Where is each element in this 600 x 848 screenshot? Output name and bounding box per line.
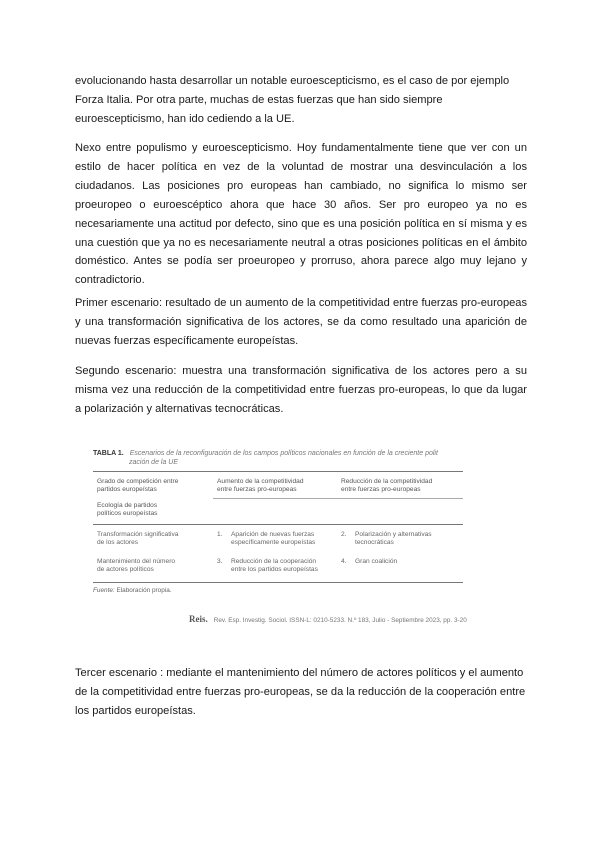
table-title-line2: zación de la UE [129, 459, 179, 466]
table-source: Fuente: Elaboración propia. [93, 587, 172, 594]
row2-num2: 4. [341, 558, 347, 565]
paragraph-third-scenario: Tercer escenario : mediante el mantenimiento del número de actores políticos y el aumento de la competitividad entre fuerzas pro-europeas, se da la reducción de la cooperación entre los partidos europeístas. [75, 667, 526, 717]
row2-label: Mantenimiento del número de actores políticos [97, 558, 176, 574]
row1-num2: 2. [341, 531, 347, 538]
table-top-rule [93, 471, 463, 472]
header-col-reduction: Reducción de la competitividad entre fuerzas pro-europeas [341, 478, 433, 494]
row1-num1: 1. [217, 531, 223, 538]
header-bottom-rule [93, 524, 463, 525]
table-caption [93, 449, 465, 466]
row2-num1: 3. [217, 558, 223, 565]
row2-cell2: Gran coalición [355, 558, 398, 565]
paragraph-populism-euroscepticism: Nexo entre populismo y euroescepticismo. Hoy fundamentalmente tiene que ver con un estilo de hacer política en vez de la voluntad de mostrar una desvinculación a los ciudadanos. Las posiciones pro europeas han cambiado, no significa lo mismo ser proeuropeo o euroescéptico ahora que hace 30 años. Ser pro europeo ya no es necesariamente una actitud por defecto, sino que es una posición política en sí misma y es una cuestión que ya no es necesariamente neutral a otras posiciones políticas en el ámbito doméstico. Antes se podía ser proeuropeo y prorruso, ahora parece algo muy lejano y contradictorio. [75, 142, 527, 287]
row1-cell2: Polarización y alternativas tecnocráticas [355, 531, 432, 547]
paragraph-intro-continuation: evolucionando hasta desarrollar un notable euroescepticismo, es el caso de por ejemplo Forza Italia. Por otra parte, muchas de estas fuerzas que han sido siempre euroescepticismo, han ido cediendo a la UE. [75, 75, 510, 125]
table-title-line1: Escenarios de la reconfiguración de los campos políticos nacionales en función de la creciente polit [129, 450, 438, 457]
journal-brand: Reis. [189, 614, 208, 624]
journal-footer [189, 614, 467, 624]
header-col-increase: Aumento de la competitividad entre fuerzas pro-europeas [217, 478, 304, 494]
header-row-label: Grado de competición entre partidos europeístas [97, 478, 179, 494]
header-sub-label: Ecología de partidos políticos europeístas [97, 502, 158, 518]
row1-label: Transformación significativa de los actores [97, 531, 179, 547]
table-label: TABLA 1. [93, 450, 124, 457]
table-bottom-rule [93, 582, 463, 583]
row2-cell1: Reducción de la cooperación entre los partidos europeístas [231, 558, 318, 574]
row1-cell1: Aparición de nuevas fuerzas específicamente europeístas [231, 531, 316, 547]
header-sub-rule [213, 498, 463, 499]
paragraph-second-scenario: Segundo escenario: muestra una transformación significativa de los actores pero a su misma vez una reducción de la competitividad entre fuerzas pro-europeas, lo que da lugar a polarización y alternativas tecnocráticas. [75, 365, 527, 415]
journal-citation: Rev. Esp. Investig. Sociol. ISSN-L: 0210-5233. N.º 183, Julio - Septiembre 2023, pp. 3-20 [213, 617, 467, 624]
paragraph-first-scenario: Primer escenario: resultado de un aumento de la competitividad entre fuerzas pro-europeas y una transformación significativa de los actores, se da como resultado una aparición de nuevas fuerzas específicamente europeístas. [75, 297, 527, 347]
table-figure [93, 449, 465, 631]
